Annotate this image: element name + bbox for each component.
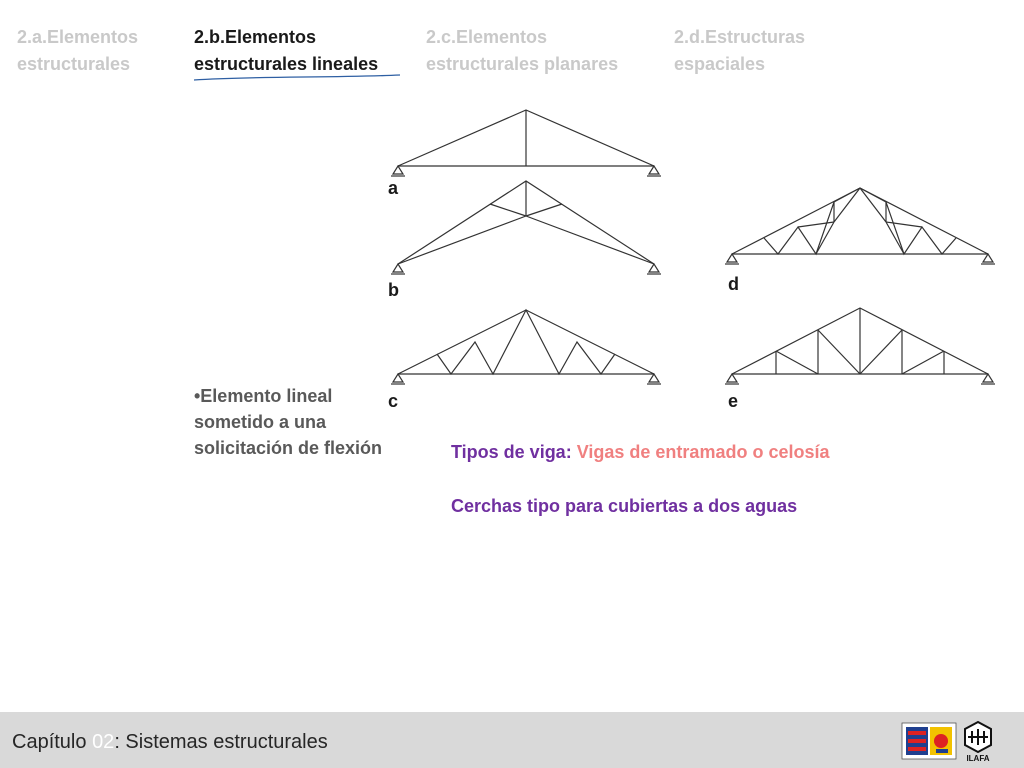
tab-label-line1: 2.d.Estructuras <box>674 27 806 47</box>
chapter-suffix: : Sistemas estructurales <box>114 731 328 753</box>
university-crest-icon <box>902 723 956 759</box>
active-tab-underline <box>192 73 404 83</box>
truss-label-c: c <box>388 391 399 411</box>
chapter-prefix: Capítulo <box>12 731 93 753</box>
truss-diagrams-figure <box>380 100 1000 420</box>
tab-elementos-estructurales[interactable] <box>17 24 138 78</box>
ilafa-logo-icon <box>965 722 991 763</box>
truss-label-d: d <box>728 274 739 294</box>
tab-elementos-estructurales-planares[interactable] <box>426 24 618 78</box>
tab-label-line2: estructurales lineales <box>194 54 379 74</box>
footer-logos <box>900 719 1000 768</box>
truss-b <box>391 181 661 274</box>
truss-label-e: e <box>728 391 739 411</box>
truss-c <box>391 310 661 384</box>
truss-e <box>725 308 995 384</box>
truss-label-a: a <box>388 178 399 198</box>
beam-type-line <box>451 440 829 464</box>
tab-label-line1: 2.a.Elementos <box>17 27 139 47</box>
bullet-line: •Elemento lineal <box>194 386 333 406</box>
tab-label-line1: 2.b.Elementos <box>194 27 317 47</box>
ilafa-logo-text: ILAFA <box>966 754 990 763</box>
truss-label-b: b <box>388 280 399 300</box>
chapter-number: 02 <box>92 731 115 753</box>
beam-type-prefix: Tipos de viga: <box>451 442 572 462</box>
chapter-title <box>12 730 328 754</box>
bullet-elemento-lineal <box>194 383 434 461</box>
bullet-line: solicitación de flexión <box>194 438 383 458</box>
truss-diagrams <box>380 100 1000 420</box>
tab-label-line2: estructurales planares <box>426 54 619 74</box>
truss-d <box>725 188 995 264</box>
tab-elementos-estructurales-lineales[interactable] <box>194 24 378 78</box>
beam-type-value: Vigas de entramado o celosía <box>576 442 830 462</box>
bullet-line: sometido a una <box>194 412 327 432</box>
truss-subtitle: Cerchas tipo para cubiertas a dos aguas <box>451 496 798 516</box>
tab-label-line2: espaciales <box>674 54 766 74</box>
tab-label-line2: estructurales <box>17 54 131 74</box>
footer-bar <box>0 712 1024 768</box>
truss-a <box>391 110 661 176</box>
tab-label-line1: 2.c.Elementos <box>426 27 548 47</box>
tab-estructuras-espaciales[interactable] <box>674 24 805 78</box>
